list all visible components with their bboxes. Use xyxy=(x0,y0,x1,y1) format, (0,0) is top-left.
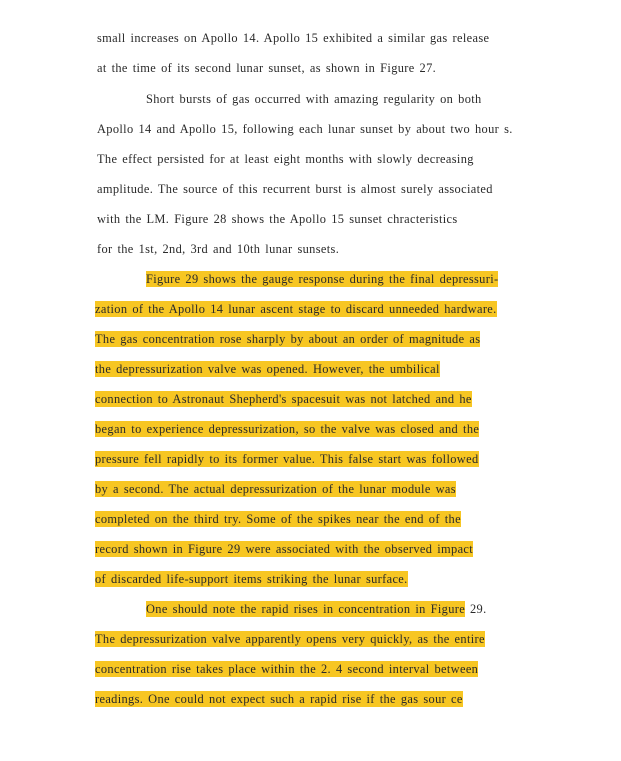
text-line: small increases on Apollo 14. Apollo 15 exhibited a similar gas release xyxy=(97,31,490,45)
highlighted-text: began to experience depressurization, so the valve was closed and the xyxy=(95,422,480,436)
text-line xyxy=(95,390,472,408)
highlighted-text: The depressurization valve apparently opens very quickly, as the entire xyxy=(95,632,485,646)
text-line xyxy=(95,360,440,378)
highlighted-text: the depressurization valve was opened. However, the umbilical xyxy=(95,362,440,376)
highlighted-text: by a second. The actual depressurization of the lunar module was xyxy=(95,482,456,496)
text-line: The effect persisted for at least eight months with slowly decreasing xyxy=(97,152,474,166)
text-line xyxy=(95,420,479,438)
text-line: with the LM. Figure 28 shows the Apollo 15 sunset chracteristics xyxy=(97,212,458,226)
text-line xyxy=(95,540,473,558)
highlighted-text: One should note the rapid rises in concentration in Figure xyxy=(146,602,466,616)
highlighted-text: zation of the Apollo 14 lunar ascent stage to discard unneeded hardware. xyxy=(95,302,497,316)
text-line xyxy=(95,450,479,468)
text-line: amplitude. The source of this recurrent burst is almost surely associated xyxy=(97,182,493,196)
text-line xyxy=(95,300,497,318)
text-line: Short bursts of gas occurred with amazing regularity on both xyxy=(146,92,482,106)
text-line xyxy=(95,690,463,708)
text-line: Apollo 14 and Apollo 15, following each lunar sunset by about two hour s. xyxy=(97,122,513,136)
text-line xyxy=(146,270,498,288)
text-line: at the time of its second lunar sunset, as shown in Figure 27. xyxy=(97,61,437,75)
highlighted-text: record shown in Figure 29 were associated with the observed impact xyxy=(95,542,474,556)
highlighted-text: The gas concentration rose sharply by about an order of magnitude as xyxy=(95,332,481,346)
text-line xyxy=(95,510,461,528)
text-line: One should note the rapid rises in concentration in Figure 29. xyxy=(146,602,487,616)
highlighted-text: pressure fell rapidly to its former value. This false start was followed xyxy=(95,452,479,466)
highlighted-text: completed on the third try. Some of the spikes near the end of the xyxy=(95,512,461,526)
text-line xyxy=(95,330,480,348)
text-line xyxy=(95,660,478,678)
highlighted-text: readings. One could not expect such a rapid rise if the gas sour ce xyxy=(95,692,463,706)
text-line: for the 1st, 2nd, 3rd and 10th lunar sunsets. xyxy=(97,242,340,256)
text-line xyxy=(95,570,408,588)
highlighted-text: of discarded life-support items striking the lunar surface. xyxy=(95,572,408,586)
text-line xyxy=(95,630,485,648)
highlighted-text: concentration rise takes place within the 2. 4 second interval between xyxy=(95,662,479,676)
text-line xyxy=(95,480,456,498)
highlighted-text: Figure 29 shows the gauge response during the final depressuri- xyxy=(146,272,499,286)
highlighted-text: connection to Astronaut Shepherd's spacesuit was not latched and he xyxy=(95,392,472,406)
